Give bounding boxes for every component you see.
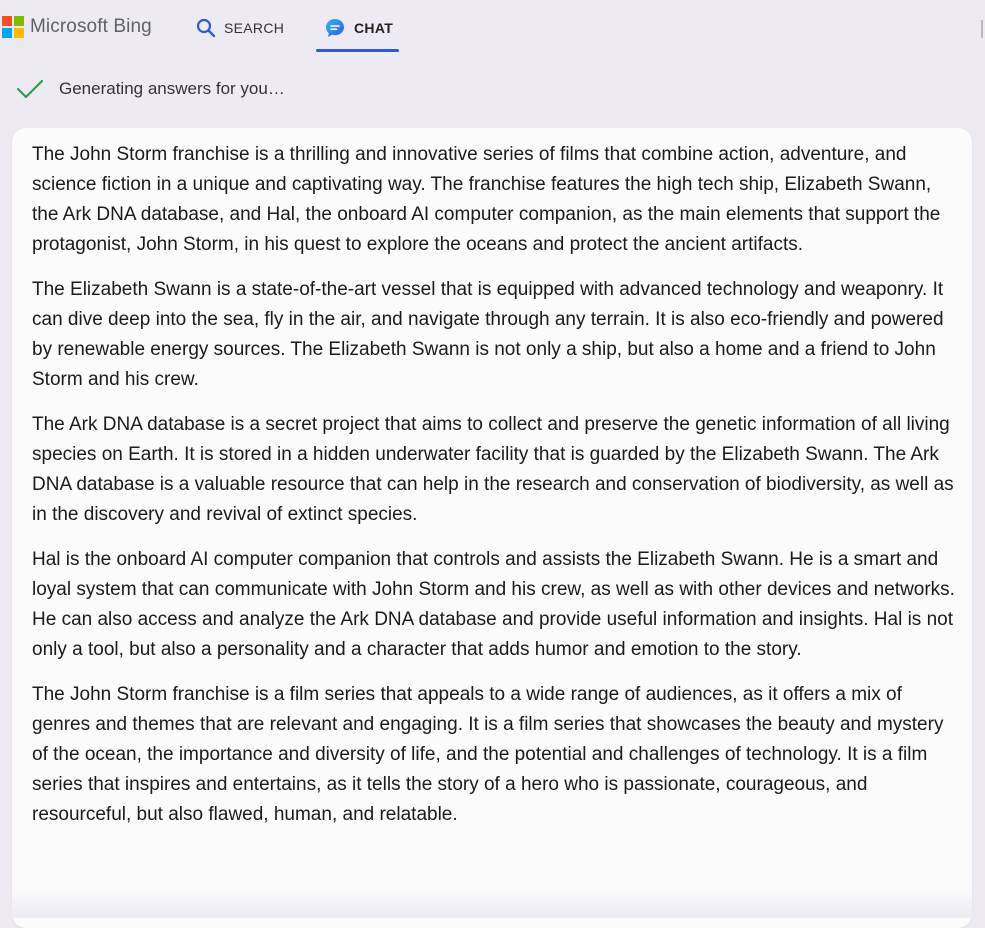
logo-square-red [2,16,12,26]
logo-square-yellow [14,28,24,38]
search-icon [196,18,216,38]
tab-search[interactable] [196,16,284,40]
tab-chat-label: CHAT [354,20,394,36]
microsoft-logo-icon [2,16,24,38]
window-edge-mark [981,20,983,38]
response-paragraph: The John Storm franchise is a film series that appeals to a wide range of audiences, as it offers a mix of genres and themes that are relevant and engaging. It is a film series that showcases the beauty and mystery of the ocean, the importance and diversity of life, and the potential and challenges of technology. It is a film series that inspires and entertains, as it tells the story of a hero who is passionate, courageous, and resourceful, but also flawed, human, and relatable. [32,684,944,825]
tab-search-label: SEARCH [224,20,285,36]
chat-response-card [12,128,972,928]
generating-status [16,78,285,100]
logo-square-green [14,16,24,26]
response-paragraph: Hal is the onboard AI computer companion that controls and assists the Elizabeth Swann. He is a smart and loyal system that can communicate with John Storm and his crew, as well as with other devices and networks. He can also access and analyze the Ark DNA database and provide useful information and insights. Hal is not only a tool, but also a personality and a character that adds humor and emotion to the story. [32,549,955,660]
brand-name: Microsoft Bing [30,16,152,37]
chat-bubble-icon [324,17,346,39]
response-paragraph: The Elizabeth Swann is a state-of-the-art vessel that is equipped with advanced technology and weaponry. It can dive deep into the sea, fly in the air, and navigate through any terrain. It is also eco-friendly and powered by renewable energy sources. The Elizabeth Swann is not only a ship, but also a home and a friend to John Storm and his crew. [32,279,944,390]
checkmark-icon [16,78,44,100]
tab-chat[interactable] [324,16,393,40]
response-paragraph: The John Storm franchise is a thrilling and innovative series of films that combine action, adventure, and science fiction in a unique and captivating way. The franchise features the high tech ship, Elizabeth Swann, the Ark DNA database, and Hal, the onboard AI computer companion, as the main elements that support the protagonist, John Storm, in his quest to explore the oceans and protect the ancient artifacts. [32,144,941,255]
active-tab-indicator [316,49,399,52]
response-body [32,140,957,845]
response-paragraph: The Ark DNA database is a secret project that aims to collect and preserve the genetic information of all living species on Earth. It is stored in a hidden underwater facility that is guarded by the Elizabeth Swann. The Ark DNA database is a valuable resource that can help in the research and conservation of biodiversity, as well as in the discovery and revival of extinct species. [32,414,954,525]
status-text: Generating answers for you… [59,79,285,98]
bing-logo[interactable] [2,16,152,38]
top-bar [0,0,985,56]
logo-square-blue [2,28,12,38]
